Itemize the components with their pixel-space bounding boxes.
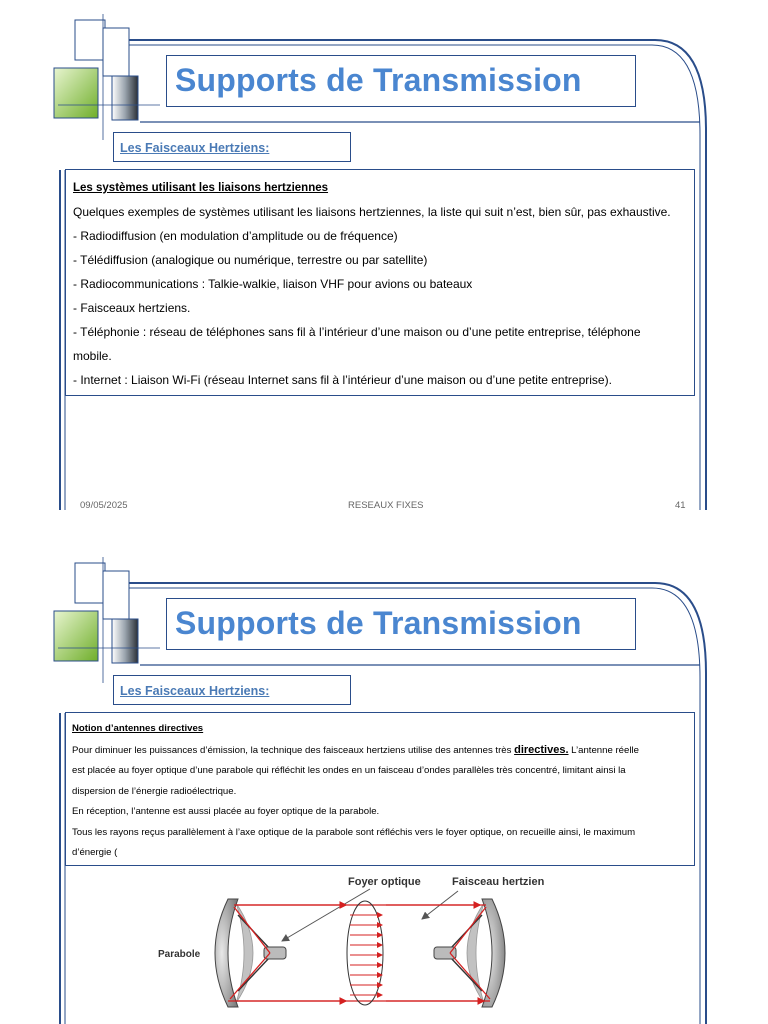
text-line: Quelques exemples de systèmes utilisant les liaisons hertziennes, la liste qui suit n’est, bien sûr, pas exhaustive. bbox=[73, 205, 671, 219]
slide-42 bbox=[0, 543, 768, 1024]
list-item: - Radiodiffusion (en modulation d’amplitude ou de fréquence) bbox=[73, 229, 398, 243]
label-faisceau-hertzien: Faisceau hertzien bbox=[452, 876, 545, 888]
text-line: dispersion de l’énergie radioélectrique. bbox=[72, 785, 237, 797]
emphasized-term: directives. bbox=[514, 743, 569, 756]
content-box bbox=[65, 169, 695, 396]
section-heading: Les systèmes utilisant les liaisons hertziennes bbox=[73, 182, 329, 194]
list-item: - Radiocommunications : Talkie-walkie, liaison VHF pour avions ou bateaux bbox=[73, 277, 473, 291]
text-line: En réception, l’antenne est aussi placée au foyer optique de la parabole. bbox=[72, 806, 380, 817]
slide-subtitle: Les Faisceaux Hertziens: bbox=[120, 684, 270, 698]
list-item: - Internet : Liaison Wi-Fi (réseau Internet sans fil à l’intérieur d’une maison ou d’une petite entreprise). bbox=[73, 373, 612, 387]
list-item: - Faisceaux hertziens. bbox=[73, 301, 191, 315]
text-line: Tous les rayons reçus parallèlement à l’axe optique de la parabole sont réfléchis vers le foyer optique, on recueille ainsi, le maximum bbox=[72, 826, 636, 838]
section-heading: Notion d’antennes directives bbox=[72, 723, 204, 734]
subtitle-box bbox=[113, 132, 351, 162]
text-span: L’antenne réelle bbox=[568, 744, 639, 756]
page-number: 41 bbox=[675, 500, 686, 511]
content-box bbox=[65, 712, 695, 866]
footer-date: 09/05/2025 bbox=[80, 500, 128, 511]
slide-subtitle: Les Faisceaux Hertziens: bbox=[120, 141, 270, 155]
footer-title: RESEAUX FIXES bbox=[348, 500, 424, 511]
title-box bbox=[166, 55, 636, 107]
text-line bbox=[72, 740, 688, 762]
list-item: - Téléphonie : réseau de téléphones sans fil à l’intérieur d’une maison ou d’une petite entreprise, téléphone bbox=[73, 325, 641, 339]
parabolic-antenna-diagram bbox=[150, 873, 570, 1013]
subtitle-box bbox=[113, 675, 351, 705]
title-box bbox=[166, 598, 636, 650]
text-span: Pour diminuer les puissances d’émission, la technique des faisceaux hertziens utilise des antennes très bbox=[72, 744, 515, 756]
list-item-continued: mobile. bbox=[73, 349, 112, 363]
slide-title: Supports de Transmission bbox=[175, 605, 582, 641]
text-line: d’énergie ( bbox=[72, 847, 118, 858]
label-parabole: Parabole bbox=[158, 949, 201, 960]
slide-title: Supports de Transmission bbox=[175, 62, 582, 98]
list-item: - Télédiffusion (analogique ou numérique, terrestre ou par satellite) bbox=[73, 253, 428, 267]
label-foyer-optique: Foyer optique bbox=[348, 876, 421, 888]
text-line: est placée au foyer optique d’une parabole qui réfléchit les ondes en un faisceau d’ondes parallèles très concentré, limitant ainsi la bbox=[72, 765, 626, 776]
